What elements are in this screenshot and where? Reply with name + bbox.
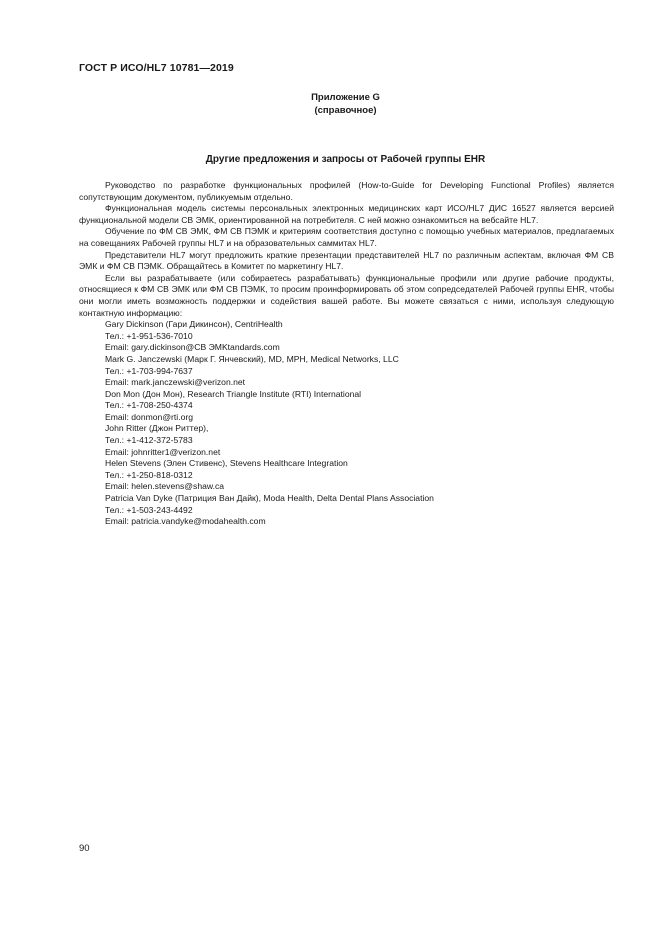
contact-line: John Ritter (Джон Риттер), [105,423,209,434]
contact-line: Тел.: +1-503-243-4492 [105,504,193,515]
contact-line: Don Mon (Дон Мон), Research Triangle Institute (RTI) International [105,388,362,399]
annex-heading [0,92,661,117]
document-code: ГОСТ Р ИСО/HL7 10781—2019 [79,62,234,74]
contact-line: Helen Stevens (Элен Стивенс), Stevens Healthcare Integration [105,458,348,469]
paragraph: Обучение по ФМ СВ ЭМК, ФМ СВ ПЭМК и критериям соответствия доступно с помощью учебных материалов, предлагаемых на совещаниях Рабочей группы HL7 и на образовательных саммитах HL7. [79,226,614,248]
contact-line: Тел.: +1-250-818-0312 [105,469,193,480]
contact-line: Patricia Van Dyke (Патриция Ван Дайк), Moda Health, Delta Dental Plans Association [105,493,434,504]
contact-line: Тел.: +1-703-994-7637 [105,365,193,376]
contact-line: Email: johnritter1@verizon.net [105,446,221,457]
contact-line: Тел.: +1-708-250-4374 [105,400,193,411]
contact-line: Тел.: +1-412-372-5783 [105,435,193,446]
section-title: Другие предложения и запросы от Рабочей группы EHR [205,154,486,165]
contact-line: Email: mark.janczewski@verizon.net [105,377,246,388]
annex-title: Приложение G [311,92,380,103]
annex-subtitle: (справочное) [314,104,377,116]
contact-list [105,319,614,528]
contact-line: Тел.: +1-951-536-7010 [105,330,193,341]
paragraph: Если вы разрабатываете (или собираетесь разрабатывать) функциональные профили или другие рабочие продукты, относящиеся к ФМ СВ ЭМК или ФМ СВ ПЭМК, то просим проинформировать об этом сопредседателей Рабочей группы EHR, чтобы они могли иметь возможность поддержки и содействия вашей работе. Вы можете связаться с ними, используя следующую контактную информацию: [79,272,614,318]
page-number: 90 [79,843,90,854]
contact-line: Email: donmon@rti.org [105,411,194,422]
paragraph: Функциональная модель системы персональных электронных медицинских карт ИСО/HL7 ДИС 16527 является версией функциональной модели СВ ЭМК, ориентированной на потребителя. С ней можно ознакомиться на вебсайте HL7. [79,203,614,225]
contact-line: Mark G. Janczewski (Марк Г. Янчевский), MD, MPH, Medical Networks, LLC [105,353,399,364]
contact-line: Email: helen.stevens@shaw.ca [105,481,225,492]
paragraph: Руководство по разработке функциональных профилей (How-to-Guide for Developing Functional Profiles) является сопутствующим документом, публикуемым отдельно. [79,180,614,202]
contact-line: Gary Dickinson (Гари Дикинсон), CentriHealth [105,319,283,330]
paragraph: Представители HL7 могут предложить краткие презентации представителей HL7 по различным аспектам, включая ФМ СВ ЭМК и ФМ СВ ПЭМК. Обращайтесь в Комитет по маркетингу HL7. [79,249,614,272]
body-text [79,180,614,528]
contact-line: Email: gary.dickinson@CB ЭМKtandards.com [105,342,280,353]
contact-line: Email: patricia.vandyke@modahealth.com [105,516,266,527]
